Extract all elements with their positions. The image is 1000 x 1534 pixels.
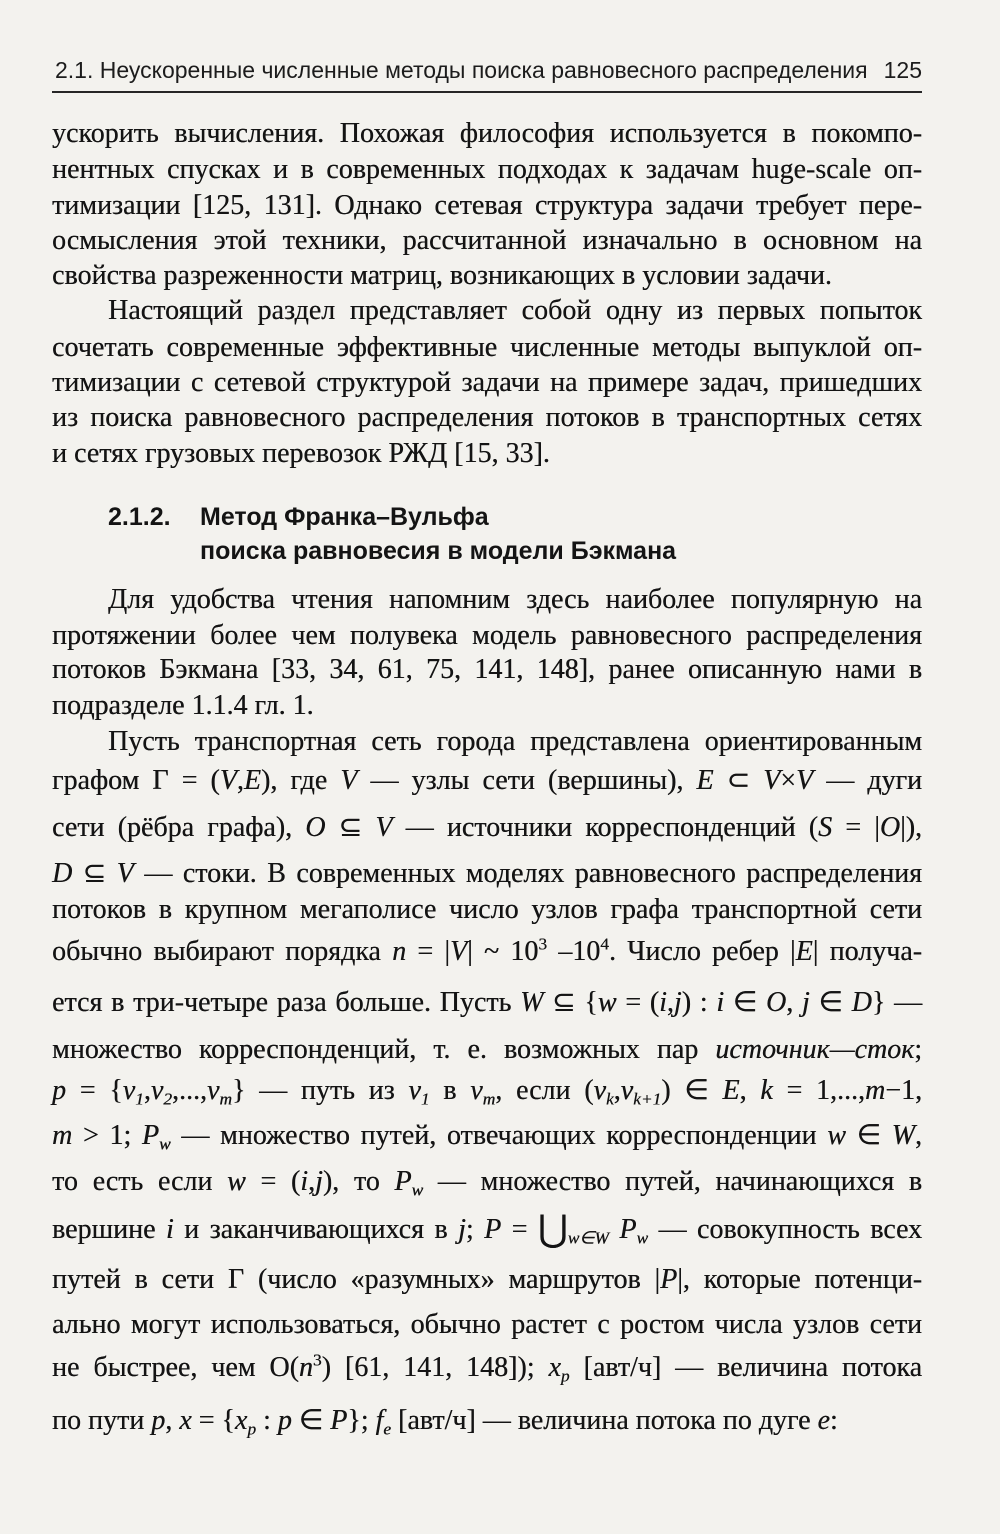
text-run: , <box>739 1075 761 1106</box>
text-run: × <box>780 765 797 796</box>
math-italic: V <box>796 765 814 796</box>
math-italic: O <box>765 987 787 1018</box>
text-run: то есть если <box>52 1166 228 1197</box>
text-line <box>52 1350 922 1386</box>
text-run: графом Γ = ( <box>52 765 220 796</box>
text-run: протяжении более чем полувека модель равновесного распределения <box>52 620 922 651</box>
text-run: . Число ребер | <box>608 936 796 967</box>
text-line <box>52 934 922 970</box>
text-run: ально могут использоваться, обычно растет с ростом числа узлов сети <box>52 1309 922 1340</box>
text-line <box>52 400 922 436</box>
subscript: w <box>636 1228 649 1248</box>
math-italic: m <box>52 1120 73 1151</box>
text-run: } — <box>871 987 923 1018</box>
subscript: k <box>605 1089 614 1109</box>
page-number: 125 <box>883 57 922 83</box>
text-line <box>52 1403 922 1439</box>
math-italic: V <box>340 765 358 796</box>
text-run: потоков в крупном мегаполисе число узлов графа транспортной сети <box>52 894 922 925</box>
math-italic: E <box>722 1075 740 1106</box>
text-run: и заканчивающихся в <box>173 1214 459 1245</box>
text-run <box>609 1214 619 1245</box>
math-italic: P <box>619 1214 637 1245</box>
text-run: из поиска равновесного распределения потоков в транспортных сетях <box>52 402 922 433</box>
section-title-line: поиска равновесия в модели Бэкмана <box>200 537 677 565</box>
text-line <box>52 652 922 688</box>
text-run: множество корреспонденций, т. е. возможных пар <box>52 1034 716 1065</box>
math-italic: m <box>865 1075 886 1106</box>
text-run: ; <box>465 1214 485 1245</box>
math-italic: w <box>227 1166 246 1197</box>
text-run: обычно выбирают порядка <box>52 936 393 967</box>
math-italic: W <box>891 1120 915 1151</box>
text-run: }; <box>347 1405 376 1436</box>
text-run: = | <box>832 812 880 843</box>
math-italic: O <box>305 812 326 843</box>
text-line <box>52 1073 922 1109</box>
math-italic: P <box>141 1120 160 1151</box>
math-italic: k <box>760 1075 773 1106</box>
math-italic: x <box>234 1405 248 1436</box>
text-line <box>52 892 922 928</box>
text-run: осмысления этой техники, рассчитанной изначально в основном на <box>52 225 922 256</box>
text-line <box>52 1307 922 1343</box>
subscript: 1 <box>420 1089 430 1109</box>
text-run: — узлы сети (вершины), <box>357 765 697 796</box>
text-run: — множество путей, отвечающих корреспонденции <box>170 1120 828 1151</box>
text-run: | получа- <box>812 936 922 967</box>
text-run: тимизации с сетевой структурой задачи на примере задач, пришедших <box>52 367 922 398</box>
text-run: тимизации [125, 131]. Однако сетевая структура задачи требует пере- <box>52 190 922 221</box>
text-run: ∈ <box>291 1405 331 1436</box>
math-italic: i <box>659 987 667 1018</box>
text-run: Пусть транспортная сеть города представлена ориентированным <box>108 726 922 757</box>
text-run: , <box>786 987 802 1018</box>
text-run: нентных спусках и в современных подходах к задачам huge-scale оп- <box>52 154 922 185</box>
section-number: 2.1.2. <box>108 503 171 531</box>
math-italic: e <box>817 1405 830 1436</box>
math-italic: W <box>520 987 544 1018</box>
text-run: ⊆ <box>72 858 117 889</box>
math-italic: w <box>597 987 617 1018</box>
math-italic: j <box>801 987 810 1018</box>
text-run: путей в сети Γ (число «разумных» маршрутов | <box>52 1264 661 1295</box>
math-italic: E <box>243 765 261 796</box>
text-run: сочетать современные эффективные численные методы выпуклой оп- <box>52 332 922 363</box>
text-line <box>52 582 922 618</box>
text-line <box>52 116 922 152</box>
text-run: не быстрее, чем O( <box>52 1352 299 1383</box>
math-italic: i <box>165 1214 174 1245</box>
text-line <box>52 258 922 294</box>
text-run: = ( <box>616 987 660 1018</box>
math-italic: x <box>548 1352 561 1383</box>
text-run: ⊆ <box>325 812 376 843</box>
text-run: = ( <box>245 1166 301 1197</box>
text-run: — множество путей, начинающихся в <box>423 1166 922 1197</box>
math-italic: v <box>408 1075 421 1106</box>
big-operator: ⋃ <box>537 1206 568 1250</box>
text-run: = { <box>191 1405 235 1436</box>
subscript: k+1 <box>633 1089 662 1109</box>
math-italic: O <box>879 812 901 843</box>
text-run: и сетях грузовых перевозок РЖД [15, 33]. <box>52 438 550 469</box>
subscript: p <box>247 1419 256 1439</box>
text-run: ) : <box>681 987 717 1018</box>
text-line <box>52 810 922 846</box>
subscript: m <box>482 1089 496 1109</box>
text-run: , <box>143 1075 151 1106</box>
text-run: ⊂ <box>713 765 764 796</box>
text-run: ⊆ { <box>543 987 598 1018</box>
math-italic: j <box>673 987 682 1018</box>
superscript: 3 <box>312 1350 322 1370</box>
math-italic: p <box>52 1075 66 1106</box>
text-run: , <box>915 1120 922 1151</box>
text-run: | ~ 10 <box>467 936 539 967</box>
math-italic: D <box>851 987 872 1018</box>
text-line <box>52 1262 922 1298</box>
text-run: = <box>501 1214 538 1245</box>
subscript: m <box>219 1089 232 1109</box>
math-italic: w <box>827 1120 846 1151</box>
text-line <box>52 985 922 1021</box>
text-line <box>52 436 922 472</box>
text-run: подразделе 1.1.4 гл. 1. <box>52 690 314 721</box>
math-italic: D <box>52 858 73 889</box>
text-run: — стоки. В современных моделях равновесного распределения <box>133 858 922 889</box>
math-italic: v <box>620 1075 634 1106</box>
text-line <box>52 188 922 224</box>
math-italic: i <box>716 987 725 1018</box>
text-line <box>52 1032 922 1068</box>
math-italic: источник—сток <box>715 1034 915 1065</box>
text-run: ; <box>914 1034 922 1065</box>
math-italic: p <box>151 1405 166 1436</box>
subscript: w∈W <box>567 1228 609 1248</box>
text-run: [авт/ч] — величина потока по дуге <box>391 1405 818 1436</box>
text-run: = | <box>406 936 450 967</box>
text-run: — источники корреспонденций ( <box>392 812 819 843</box>
text-run: , если ( <box>495 1075 594 1106</box>
text-line <box>52 1118 922 1154</box>
math-italic: v <box>150 1075 164 1106</box>
superscript: 3 <box>538 934 547 954</box>
text-line <box>52 763 922 799</box>
text-run: [авт/ч] — величина потока <box>569 1352 923 1383</box>
math-italic: E <box>696 765 714 796</box>
text-line <box>52 618 922 654</box>
math-italic: v <box>122 1075 136 1106</box>
superscript: 4 <box>600 934 609 954</box>
subscript: w <box>159 1134 171 1154</box>
math-italic: S <box>818 812 833 843</box>
text-run: > 1; <box>72 1120 142 1151</box>
subscript: e <box>383 1419 391 1439</box>
text-run: } — путь из <box>231 1075 409 1106</box>
text-line <box>52 223 922 259</box>
running-head: 2.1. Неускоренные численные методы поиска равновесного распределения <box>55 57 868 83</box>
text-run: = 1,..., <box>772 1075 865 1106</box>
math-italic: E <box>795 936 813 967</box>
math-italic: V <box>375 812 393 843</box>
math-italic: P <box>394 1166 412 1197</box>
text-line <box>52 365 922 401</box>
math-italic: P <box>330 1405 348 1436</box>
subscript: p <box>560 1366 570 1386</box>
math-italic: j <box>315 1166 323 1197</box>
text-run: : <box>829 1405 838 1436</box>
text-run: ), где <box>260 765 341 796</box>
math-italic: V <box>763 765 781 796</box>
text-run: ) [61, 141, 148]); <box>321 1352 549 1383</box>
math-italic: v <box>470 1075 483 1106</box>
text-run: — дуги <box>813 765 923 796</box>
math-italic: x <box>179 1405 192 1436</box>
math-italic: P <box>660 1264 678 1295</box>
text-line <box>52 152 922 188</box>
text-run: , <box>613 1075 621 1106</box>
math-italic: V <box>116 858 134 889</box>
section-title-line: Метод Франка–Вульфа <box>200 503 489 531</box>
text-run: по пути <box>52 1405 152 1436</box>
text-run: , <box>236 765 244 796</box>
text-line <box>52 724 922 760</box>
text-run: |, которые потенци- <box>677 1264 922 1295</box>
text-run: ), то <box>322 1166 395 1197</box>
text-line <box>52 293 922 329</box>
math-italic: p <box>277 1405 292 1436</box>
text-run: : <box>256 1405 278 1436</box>
text-run: ∈ <box>724 987 766 1018</box>
text-run: , <box>308 1166 316 1197</box>
text-run: ∈ <box>809 987 852 1018</box>
text-run: сети (рёбра графа), <box>52 812 306 843</box>
text-line <box>52 856 922 892</box>
text-run: ускорить вычисления. Похожая философия используется в покомпо- <box>52 118 922 149</box>
text-line <box>52 330 922 366</box>
subscript: 2 <box>163 1089 172 1109</box>
math-italic: j <box>458 1214 466 1245</box>
math-italic: v <box>593 1075 606 1106</box>
text-run: вершине <box>52 1214 166 1245</box>
text-line <box>52 688 922 724</box>
text-run: Настоящий раздел представляет собой одну из первых попыток <box>108 295 922 326</box>
text-run: −1, <box>885 1075 923 1106</box>
subscript: 1 <box>135 1089 144 1109</box>
text-run: ) ∈ <box>661 1075 723 1106</box>
math-italic: V <box>219 765 237 796</box>
text-run: ется в три-четыре раза больше. Пусть <box>52 987 521 1018</box>
text-run: = { <box>66 1075 123 1106</box>
math-italic: n <box>298 1352 313 1383</box>
text-run: ∈ <box>845 1120 892 1151</box>
math-italic: n <box>392 936 407 967</box>
math-italic: i <box>300 1166 309 1197</box>
text-run: , <box>666 987 674 1018</box>
subscript: w <box>411 1180 424 1200</box>
text-line <box>52 1164 922 1200</box>
text-run: |), <box>900 812 922 843</box>
text-run: Для удобства чтения напомним здесь наиболее популярную на <box>108 584 922 615</box>
text-run: — совокупность всех <box>648 1214 923 1245</box>
text-run: потоков Бэкмана [33, 34, 61, 75, 141, 148], ранее описанную нами в <box>52 654 922 685</box>
text-run: –10 <box>547 936 601 967</box>
math-italic: V <box>449 936 468 967</box>
text-run: ,..., <box>171 1075 207 1106</box>
text-run: в <box>429 1075 471 1106</box>
text-line <box>52 1206 923 1250</box>
math-italic: f <box>375 1405 384 1436</box>
math-italic: P <box>484 1214 502 1245</box>
math-italic: v <box>206 1075 220 1106</box>
text-run: свойства разреженности матриц, возникающих в условии задачи. <box>52 260 832 291</box>
text-run: , <box>165 1405 180 1436</box>
